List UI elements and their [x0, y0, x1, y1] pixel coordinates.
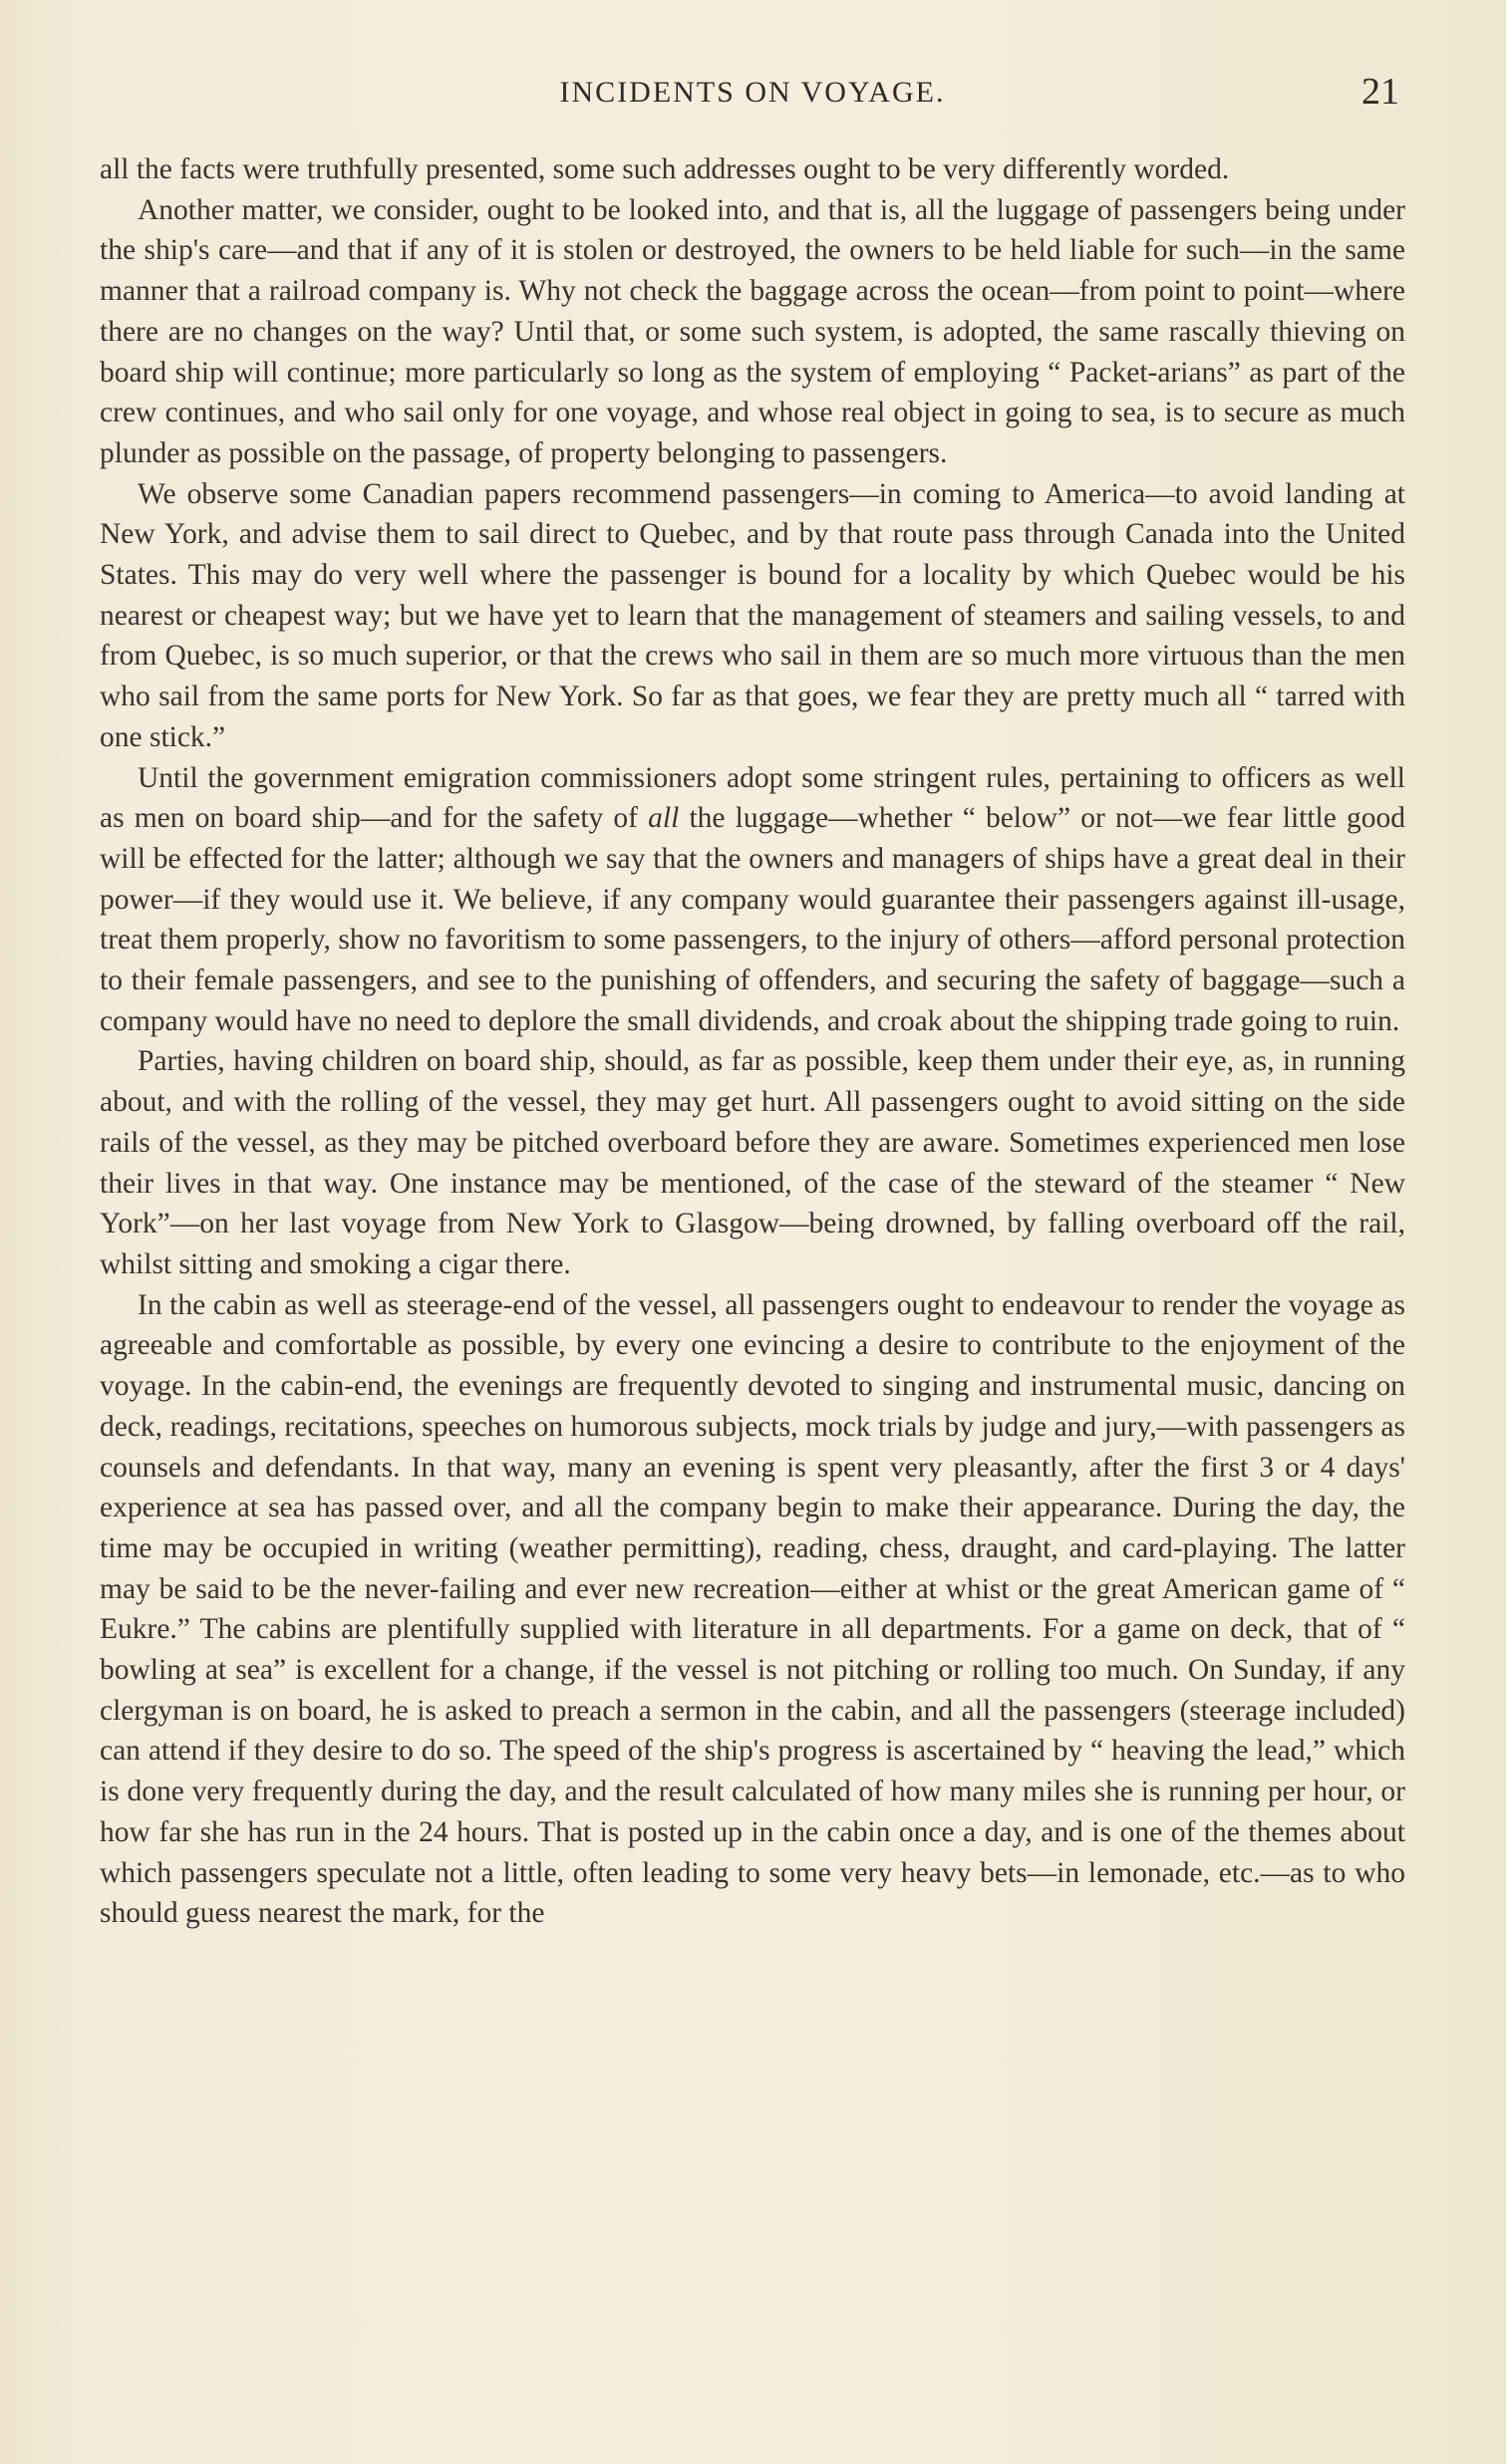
- paragraph-4: [100, 758, 1405, 1042]
- paragraph-4-end: the luggage—whether “ below” or not—we fear little good will be effected for the latter; although we say that the owners and managers of ships have a great deal in their power—if they would use it. We believe, if any company would guarantee their passengers against ill-usage, treat them properly, show no favoritism to some passengers, to the injury of others—afford personal protection to their female passengers, and see to the punishing of offenders, and securing the safety of baggage—such a company would have no need to deplore the small dividends, and croak about the shipping trade going to ruin.: [100, 802, 1406, 1037]
- running-title: INCIDENTS ON VOYAGE.: [559, 76, 946, 109]
- paragraph-5: Parties, having children on board ship, should, as far as possible, keep them under their eye, as, in running about, and with the rolling of the vessel, they may get hurt. All passengers ought to avoid sitting on the side rails of the vessel, as they may be pitched overboard before they are aware. Sometimes experienced men lose their lives in that way. One instance may be mentioned, of the case of the steward of the steamer “ New York”—on her last voyage from New York to Glasgow—being drowned, by falling overboard off the rail, whilst sitting and smoking a cigar there.: [100, 1045, 1405, 1280]
- paragraph-4-start: Until the government emigration commissioners adopt some stringent rules, pertaining to officers as well as men on board ship—and for the safety of: [100, 761, 1405, 835]
- running-header: [100, 70, 1405, 120]
- paragraph-1: all the facts were truthfully presented, some such addresses ought to be very differently worded.: [100, 153, 1230, 185]
- paragraph-2: Another matter, we consider, ought to be looked into, and that is, all the luggage of passengers being under the ship's care—and that if any of it is stolen or destroyed, the owners to be held liable for such—in the same manner that a railroad company is. Why not check the baggage across the ocean—from point to point—where there are no changes on the way? Until that, or some such system, is adopted, the same rascally thieving on board ship will continue; more particularly so long as the system of employing “ Packet-arians” as part of the crew continues, and who sail only for one voyage, and whose real object in going to sea, is to secure as much plunder as possible on the passage, of property belonging to passengers.: [100, 193, 1405, 469]
- page-number: 21: [1361, 71, 1399, 113]
- body-text: [100, 149, 1405, 1934]
- paragraph-6: In the cabin as well as steerage-end of the vessel, all passengers ought to endeavour to render the voyage as agreeable and comfortable as possible, by every one evincing a desire to contribute to the enjoyment of the voyage. In the cabin-end, the evenings are frequently devoted to singing and instrumental music, dancing on deck, readings, recitations, speeches on humorous subjects, mock trials by judge and jury,—with passengers as counsels and defendants. In that way, many an evening is spent very pleasantly, after the first 3 or 4 days' experience at sea has passed over, and all the company begin to make their appearance. During the day, the time may be occupied in writing (weather permitting), reading, chess, draught, and card-playing. The latter may be said to be the never-failing and ever new recreation—either at whist or the great American game of “ Eukre.” The cabins are plentifully supplied with literature in all departments. For a game on deck, that of “ bowling at sea” is excellent for a change, if the vessel is not pitching or rolling too much. On Sunday, if any clergyman is on board, he is asked to preach a sermon in the cabin, and all the passengers (steerage included) can attend if they desire to do so. The speed of the ship's progress is ascertained by “ heaving the lead,” which is done very frequently during the day, and the result calculated of how many miles she is running per hour, or how far she has run in the 24 hours. That is posted up in the cabin once a day, and is one of the themes about which passengers speculate not a little, often leading to some very heavy bets—in lemonade, etc.—as to who should guess nearest the mark, for the: [100, 1288, 1405, 1930]
- paragraph-3: We observe some Canadian papers recommend passengers—in coming to America—to avoid landing at New York, and advise them to sail direct to Quebec, and by that route pass through Canada into the United States. This may do very well where the passenger is bound for a locality by which Quebec would be his nearest or cheapest way; but we have yet to learn that the management of steamers and sailing vessels, to and from Quebec, is so much superior, or that the crews who sail in them are so much more virtuous than the men who sail from the same ports for New York. So far as that goes, we fear they are pretty much all “ tarred with one stick.”: [100, 477, 1405, 753]
- paragraph-4-emphasis: all: [648, 802, 680, 835]
